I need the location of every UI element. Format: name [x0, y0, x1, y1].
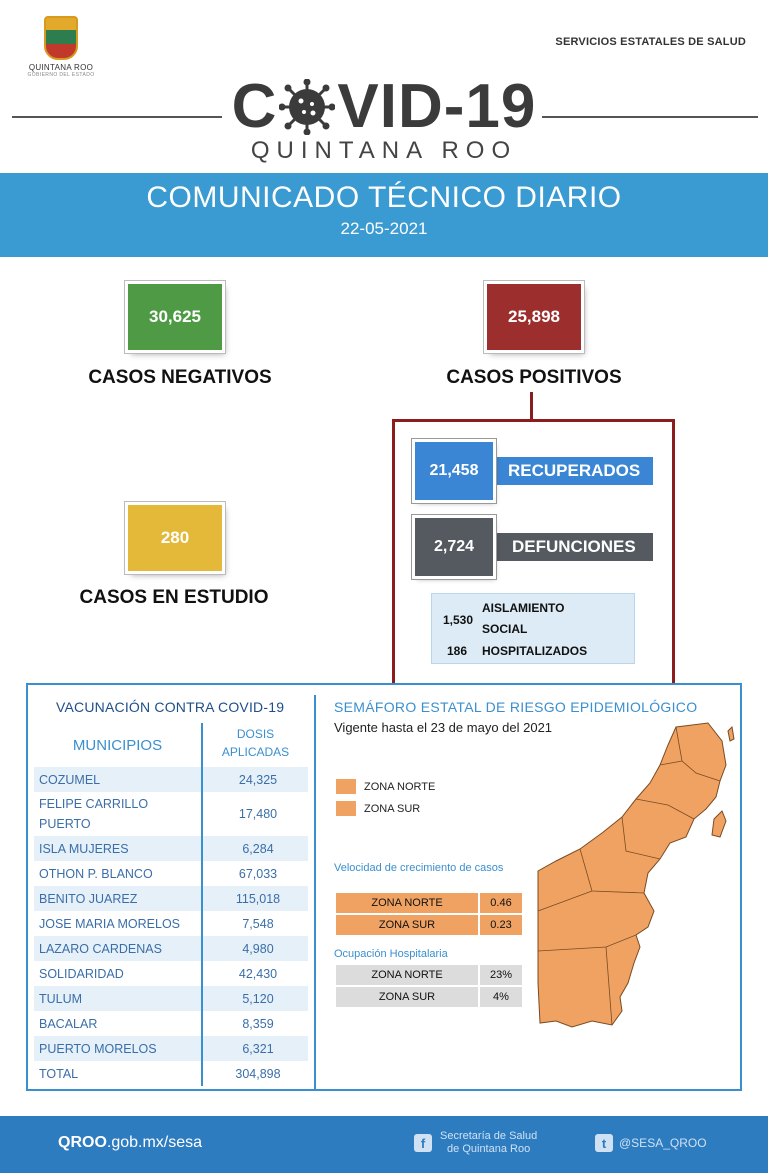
aislamiento-label-2: SOCIAL	[482, 622, 528, 636]
dosis-cell: 115,018	[202, 886, 308, 911]
col-dosis-line-1: DOSIS	[236, 727, 275, 741]
vaccination-risk-panel	[26, 683, 742, 1091]
panel-divider	[314, 695, 316, 1089]
dosis-cell: 6,321	[202, 1036, 308, 1061]
velocidad-norte-zona: ZONA NORTE	[336, 893, 478, 913]
velocidad-title: Velocidad de crecimiento de casos	[334, 862, 504, 874]
twitter-handle: @SESA_QROO	[619, 1136, 707, 1150]
table-row	[34, 911, 308, 936]
dosis-cell: 42,430	[202, 961, 308, 986]
dosis-cell: 24,325	[202, 767, 308, 792]
velocidad-sur-valor: 0.23	[480, 915, 522, 935]
table-row	[34, 961, 308, 986]
table-row	[34, 986, 308, 1011]
hospitalizados-label: HOSPITALIZADOS	[482, 644, 588, 658]
table-row	[34, 836, 308, 861]
coat-of-arms-icon	[44, 16, 78, 60]
dosis-cell: 7,548	[202, 911, 308, 936]
twitter-icon: t	[595, 1134, 613, 1152]
table-row	[34, 936, 308, 961]
title-part-right: VID-19	[337, 72, 537, 141]
casos-estudio-value: 280	[128, 505, 222, 571]
dosis-cell: 4,980	[202, 936, 308, 961]
facebook-line-2: de Quintana Roo	[447, 1143, 531, 1155]
velocidad-norte-valor: 0.46	[480, 893, 522, 913]
page-footer	[0, 1116, 768, 1173]
positivos-connector	[530, 392, 533, 420]
defunciones-label: DEFUNCIONES	[492, 533, 653, 561]
casos-estudio-label: CASOS EN ESTUDIO	[79, 587, 269, 608]
legend-swatch-norte	[336, 779, 356, 794]
dosis-cell: 6,284	[202, 836, 308, 861]
recuperados-label: RECUPERADOS	[492, 457, 653, 485]
casos-positivos-value: 25,898	[487, 284, 581, 350]
municipio-cell: BACALAR	[39, 1016, 98, 1031]
municipio-cell: PUERTO MORELOS	[34, 1036, 202, 1061]
semaforo-vigencia: Vigente hasta el 23 de mayo del 2021	[334, 720, 553, 735]
legend-label-sur: ZONA SUR	[364, 802, 421, 815]
virus-icon	[279, 79, 335, 135]
legend-label-norte: ZONA NORTE	[364, 780, 436, 793]
municipio-cell: LAZARO CARDENAS	[34, 936, 202, 961]
quintana-roo-map	[536, 721, 740, 1031]
facebook-text	[440, 1130, 537, 1156]
velocidad-sur-zona: ZONA SUR	[336, 915, 478, 935]
municipio-cell: ISLA MUJERES	[34, 836, 202, 861]
casos-positivos-label: CASOS POSITIVOS	[446, 367, 622, 388]
state-logo	[22, 16, 100, 78]
dosis-cell: 5,120	[202, 986, 308, 1011]
municipio-cell: TULUM	[34, 986, 202, 1011]
twitter-link[interactable]	[595, 1134, 707, 1152]
vacunacion-table	[34, 723, 308, 1086]
table-row	[34, 792, 308, 836]
casos-negativos-value: 30,625	[128, 284, 222, 350]
col-municipios: MUNICIPIOS	[72, 736, 163, 754]
dosis-cell: 67,033	[202, 861, 308, 886]
col-dosis	[202, 723, 308, 767]
table-row	[34, 861, 308, 886]
footer-website[interactable]	[58, 1134, 202, 1152]
total-label: TOTAL	[39, 1066, 79, 1081]
facebook-link[interactable]	[414, 1130, 537, 1156]
vacunacion-title: VACUNACIÓN CONTRA COVID-19	[56, 699, 285, 715]
logo-subtext: GOBIERNO DEL ESTADO	[27, 72, 95, 78]
municipio-cell: SOLIDARIDAD	[39, 966, 124, 981]
table-row	[34, 1036, 308, 1061]
report-banner	[0, 173, 768, 257]
agency-name: SERVICIOS ESTATALES DE SALUD	[555, 36, 746, 48]
municipio-cell: FELIPE CARRILLO PUERTO	[39, 797, 149, 831]
semaforo-title: SEMÁFORO ESTATAL DE RIESGO EPIDEMIOLÓGICO	[334, 699, 698, 715]
total-row	[34, 1061, 308, 1086]
table-row	[34, 886, 308, 911]
logo-text: QUINTANA ROO	[28, 63, 94, 72]
page-title	[0, 72, 768, 142]
facebook-icon: f	[414, 1134, 432, 1152]
page-subtitle: QUINTANA ROO	[250, 137, 518, 164]
aislamiento-label-1: AISLAMIENTO	[482, 601, 565, 615]
ocupacion-sur-zona: ZONA SUR	[336, 987, 478, 1007]
ocupacion-sur-valor: 4%	[480, 987, 522, 1007]
hospitalizados-value: 186	[447, 644, 468, 658]
ocupacion-norte-zona: ZONA NORTE	[336, 965, 478, 985]
municipio-cell: COZUMEL	[34, 767, 202, 792]
banner-title: COMUNICADO TÉCNICO DIARIO	[146, 181, 622, 214]
report-date: 22-05-2021	[340, 219, 428, 238]
total-value: 304,898	[202, 1061, 308, 1086]
site-domain-bold: QROO	[58, 1134, 107, 1151]
site-domain-rest: .gob.mx/sesa	[106, 1134, 203, 1151]
facebook-line-1: Secretaría de Salud	[440, 1130, 538, 1142]
table-row	[34, 767, 308, 792]
ocupacion-title: Ocupación Hospitalaria	[334, 948, 448, 960]
dosis-cell: 8,359	[202, 1011, 308, 1036]
municipio-cell: JOSE MARIA MORELOS	[39, 916, 181, 931]
dosis-cell: 17,480	[202, 792, 308, 836]
legend-zona-norte	[336, 779, 435, 794]
title-part-left: C	[231, 72, 278, 141]
aislamiento-value: 1,530	[443, 613, 474, 627]
ocupacion-norte-valor: 23%	[480, 965, 522, 985]
casos-negativos-label: CASOS NEGATIVOS	[88, 367, 272, 388]
municipio-cell: BENITO JUAREZ	[34, 886, 202, 911]
legend-zona-sur	[336, 801, 420, 816]
legend-swatch-sur	[336, 801, 356, 816]
recuperados-value: 21,458	[415, 442, 493, 500]
table-row	[34, 1011, 308, 1036]
municipio-cell: OTHON P. BLANCO	[39, 866, 153, 881]
col-dosis-line-2: APLICADAS	[221, 745, 290, 759]
defunciones-value: 2,724	[415, 518, 493, 576]
